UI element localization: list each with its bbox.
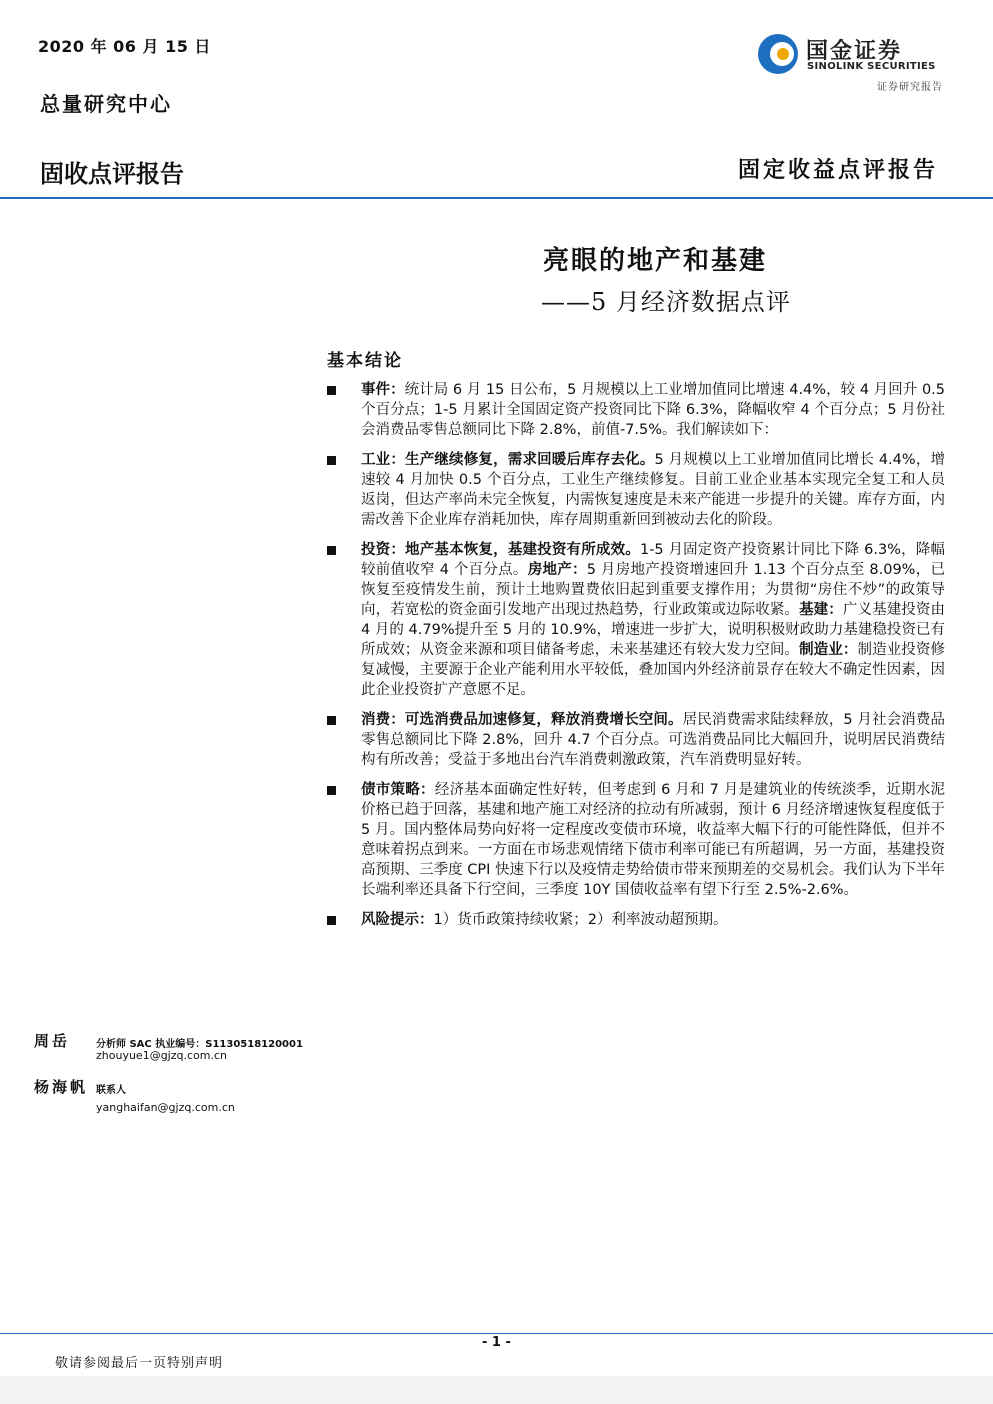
- square-bullet-icon: [327, 916, 336, 925]
- item-lead: 投资：地产基本恢复，基建投资有所成效。: [361, 542, 640, 558]
- report-type-right: 固定收益点评报告: [737, 157, 938, 183]
- item-text: 1）货币政策持续收紧；2）利率波动超预期。: [433, 912, 728, 928]
- item-text: 5 月规模以上工业增加值同比增长 4.4%，增速较 4 月加快 0.5 个百分点，工业生产继续修复。目前工业企业基本实现完全复工和人员返岗，但达产率尚未完全恢复，内需恢复速度是未来产能进一步提升的关键。库存方面，内需改善下企业库存消耗加快，库存周期重新回到被动去化的阶段。: [361, 452, 946, 528]
- item-lead: 风险提示：: [361, 912, 434, 928]
- square-bullet-icon: [327, 716, 336, 725]
- conclusion-item-consumption: [325, 710, 945, 770]
- research-center: 总量研究中心: [40, 92, 172, 116]
- square-bullet-icon: [327, 386, 336, 395]
- report-date: 2020 年 06 月 15 日: [38, 37, 211, 56]
- conclusion-heading: 基本结论: [327, 351, 403, 371]
- conclusion-item-investment: [325, 540, 945, 700]
- page-number: - 1 -: [482, 1335, 511, 1350]
- square-bullet-icon: [327, 786, 336, 795]
- contact-role: 联系人: [96, 1085, 126, 1096]
- item-lead-realestate: 房地产：: [527, 562, 587, 578]
- conclusion-item-bond-strategy: [325, 780, 945, 900]
- item-text-infrastructure: 广义基建投资由 4 月的 4.79%提升至 5 月的 10.9%，增速进一步扩大，说明积极财政助力基建稳投资已有所成效；从资金来源和项目储备考虑，未来基建还有较大发力空间。: [361, 602, 946, 658]
- report-subtitle: ——5 月经济数据点评: [541, 288, 791, 316]
- conclusion-list: [325, 380, 945, 940]
- item-lead-infrastructure: 基建：: [799, 602, 843, 618]
- item-text: 经济基本面确定性好转，但考虑到 6 月和 7 月是建筑业的传统淡季，近期水泥价格已趋于回落，基建和地产施工对经济的拉动有所减弱，预计 6 月经济增速恢复程度低于 5 月。国内整体局势向好将一定程度改变债市环境，收益率大幅下行的可能性降低，但并不意味着拐点到来。一方面在市场悲观情绪下债市利率可能已有所超调，另一方面，基建投资高预期、三季度 CPI 快速下行以及疫情走势给债市带来预期差的交易机会。我们认为下半年长端利率还具备下行空间，三季度 10Y 国债收益率有望下行至 2.5%-2.6%。: [361, 782, 945, 898]
- item-text: 统计局 6 月 15 日公布，5 月规模以上工业增加值同比增速 4.4%，较 4 月回升 0.5 个百分点；1-5 月累计全国固定资产投资同比下降 6.3%，降幅收窄 4 个百分点；5 月份社会消费品零售总额同比下降 2.8%，前值-7.5%。我们解读如下：: [361, 382, 946, 438]
- contact-email[interactable]: yanghaifan@gjzq.com.cn: [96, 1101, 235, 1114]
- disclaimer-note: 敬请参阅最后一页特别声明: [55, 1356, 224, 1371]
- company-logo: [756, 32, 946, 80]
- square-bullet-icon: [327, 546, 336, 555]
- item-lead-manufacturing: 制造业：: [799, 642, 858, 658]
- header-divider: [0, 197, 993, 199]
- item-lead: 事件：: [361, 382, 405, 398]
- footer-divider: [0, 1333, 993, 1334]
- item-text: 居民消费需求陆续释放，5 月社会消费品零售总额同比下降 2.8%，回升 4.7 个百分点。可选消费品同比大幅回升，说明居民消费结构有所改善；受益于多地出台汽车消费刺激政策，汽车消费明显好转。: [361, 712, 945, 768]
- item-lead: 工业：生产继续修复，需求回暖后库存去化。: [361, 452, 655, 468]
- sinolink-logo-icon: [756, 32, 800, 76]
- report-title: 亮眼的地产和基建: [543, 246, 768, 276]
- conclusion-item-risk: [325, 910, 945, 930]
- item-text-realestate: 5 月房地产投资增速回升 1.13 个百分点至 8.09%，已恢复至疫情发生前，预计土地购置费依旧起到重要支撑作用；为贯彻“房住不炒”的政策导向，若宽松的资金面引发地产出现过热趋势，行业政策或边际收紧。: [361, 562, 945, 618]
- conclusion-item-industry: [325, 450, 945, 530]
- logo-chinese-name: 国金证券: [806, 39, 903, 64]
- item-lead: 消费：可选消费品加速修复，释放消费增长空间。: [361, 712, 683, 728]
- analyst-name: 周岳: [34, 1032, 71, 1050]
- item-lead: 债市策略：: [361, 782, 435, 798]
- conclusion-item-event: [325, 380, 945, 440]
- contact-name: 杨海帆: [34, 1078, 89, 1096]
- item-text: 1-5 月固定资产投资累计同比下降 6.3%，降幅较前值收窄 4 个百分点。: [361, 542, 945, 578]
- report-type-left: 固收点评报告: [40, 160, 184, 188]
- logo-subtitle: 证券研究报告: [877, 82, 943, 93]
- item-text-manufacturing: 制造业投资修复减慢，主要源于企业产能利用水平较低，叠加国内外经济前景存在较大不确定性因素，因此企业投资扩产意愿不足。: [361, 642, 946, 698]
- logo-english-name: SINOLINK SECURITIES: [807, 61, 936, 72]
- footer-band: [0, 1376, 993, 1404]
- analyst-email[interactable]: zhouyue1@gjzq.com.cn: [96, 1049, 227, 1062]
- analyst-role: 分析师 SAC 执业编号：S1130518120001: [96, 1039, 303, 1050]
- square-bullet-icon: [327, 456, 336, 465]
